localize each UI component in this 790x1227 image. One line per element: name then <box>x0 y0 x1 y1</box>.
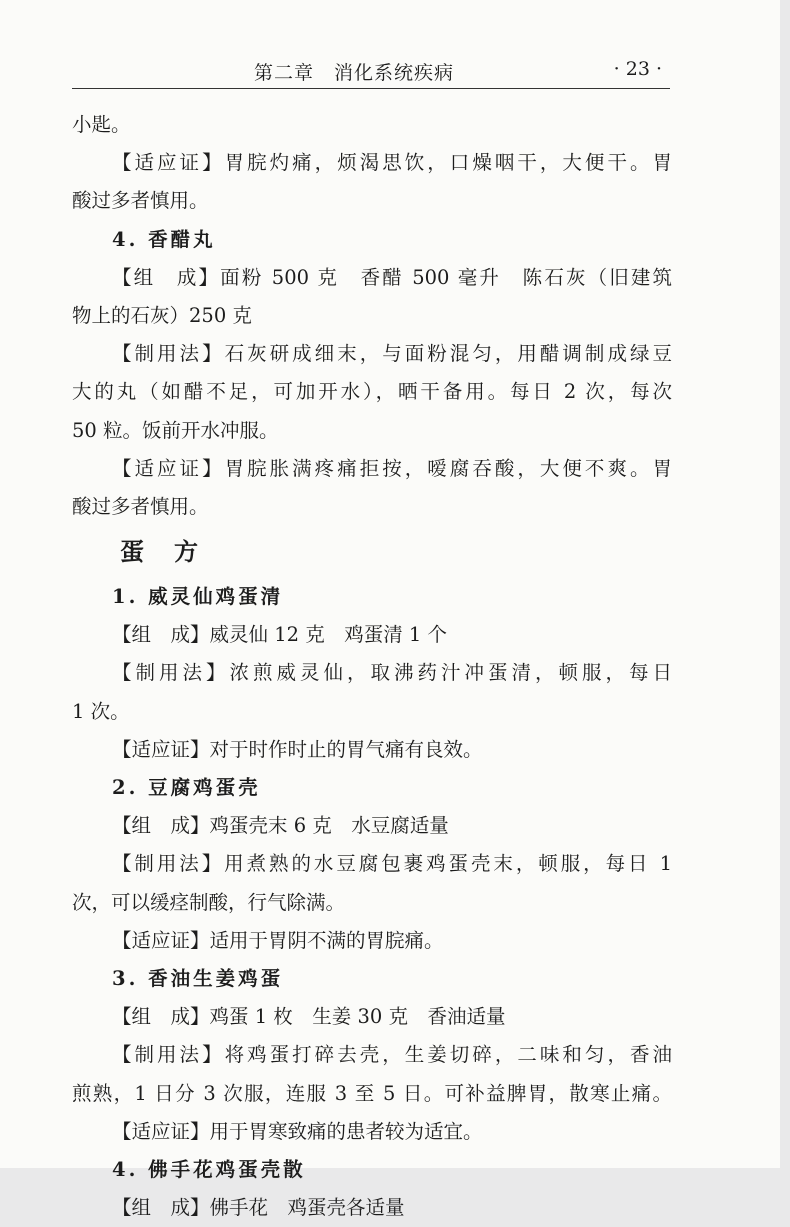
text-line: 酸过多者慎用。 <box>72 494 209 518</box>
text-line: 次，可以缓痉制酸，行气除满。 <box>72 890 346 914</box>
text-line: 50 粒。饭前开水冲服。 <box>72 418 279 442</box>
text-line: 【组 成】鸡蛋壳末 6 克 水豆腐适量 <box>112 814 449 838</box>
recipe-title: 4. 佛手花鸡蛋壳散 <box>112 1157 306 1181</box>
running-header <box>72 58 670 88</box>
text-line: 【组 成】威灵仙 12 克 鸡蛋清 1 个 <box>112 623 448 647</box>
text-line: 【适应证】适用于胃阴不满的胃脘痛。 <box>112 928 444 952</box>
text-line: 【组 成】鸡蛋 1 枚 生姜 30 克 香油适量 <box>112 1005 506 1029</box>
recipe-title: 1. 威灵仙鸡蛋清 <box>112 585 284 609</box>
header-rule <box>72 88 670 89</box>
section-heading: 蛋方 <box>120 537 228 567</box>
text-line: 【制用法】用煮熟的水豆腐包裹鸡蛋壳末，顿服，每日 1 <box>112 852 672 876</box>
text-line: 物上的石灰）250 克 <box>72 303 252 327</box>
text-line: 【适应证】胃脘胀满疼痛拒按，嗳腐吞酸，大便不爽。胃 <box>112 456 672 480</box>
text-line: 1 次。 <box>72 699 130 723</box>
text-line: 大的丸（如醋不足，可加开水），晒干备用。每日 2 次，每次 <box>72 380 672 404</box>
text-line: 【制用法】浓煎威灵仙，取沸药汁冲蛋清，顿服，每日 <box>112 661 672 685</box>
text-line: 【组 成】面粉 500 克 香醋 500 毫升 陈石灰（旧建筑 <box>112 265 672 289</box>
text-line: 【适应证】胃脘灼痛，烦渴思饮，口燥咽干，大便干。胃 <box>112 151 672 175</box>
text-line: 【制用法】石灰研成细末，与面粉混匀，用醋调制成绿豆 <box>112 342 672 366</box>
page-number: · 23 · <box>613 58 662 80</box>
text-line: 【适应证】对于时作时止的胃气痛有良效。 <box>112 737 483 761</box>
recipe-title: 2. 豆腐鸡蛋壳 <box>112 776 261 799</box>
chapter-title: 第二章 消化系统疾病 <box>254 62 455 84</box>
recipe-title: 3. 香油生姜鸡蛋 <box>112 966 284 990</box>
text-line: 酸过多者慎用。 <box>72 189 209 213</box>
text-line: 小匙。 <box>72 113 131 136</box>
page-body <box>72 106 672 1227</box>
text-line: 【组 成】佛手花 鸡蛋壳各适量 <box>112 1196 405 1220</box>
text-line: 【制用法】将鸡蛋打碎去壳，生姜切碎，二味和匀，香油 <box>112 1043 672 1067</box>
text-line: 煎熟，1 日分 3 次服，连服 3 至 5 日。可补益脾胃，散寒止痛。 <box>72 1081 672 1105</box>
recipe-title: 4. 香醋丸 <box>112 227 216 251</box>
text-line: 【适应证】用于胃寒致痛的患者较为适宜。 <box>112 1119 483 1143</box>
